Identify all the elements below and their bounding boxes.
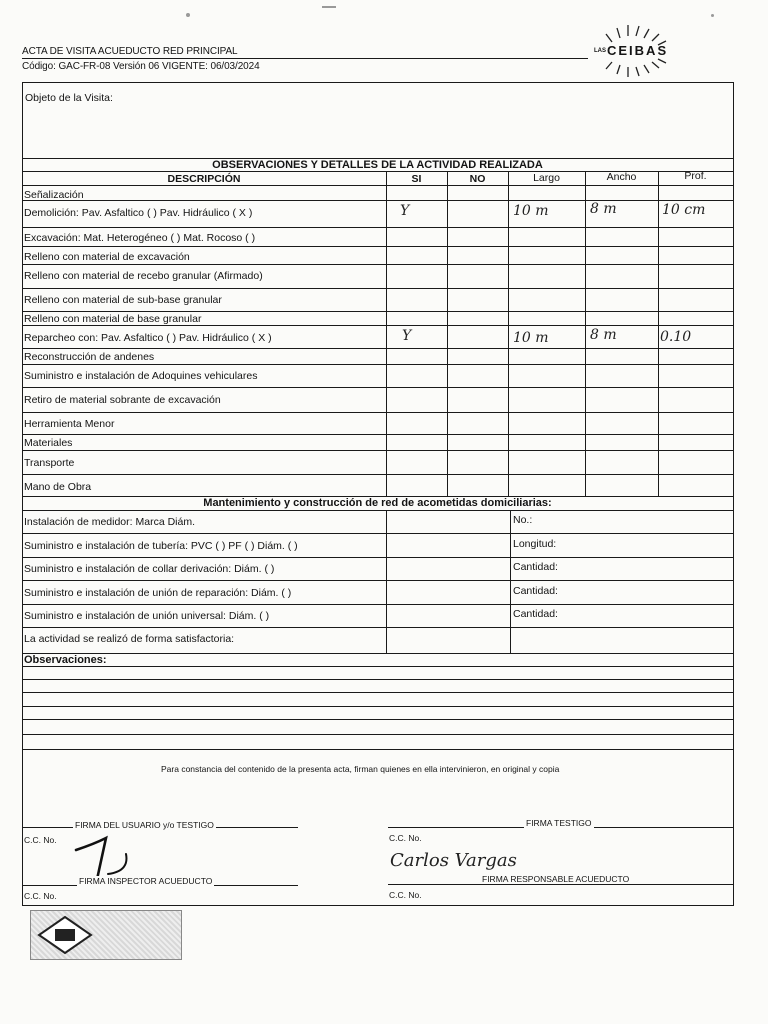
row-reparcheo: Reparcheo con: Pav. Asfaltico ( ) Pav. Hidráulico ( X ): [24, 332, 272, 344]
reparcheo-prof: 0.10: [660, 329, 692, 345]
row-adoquines: Suministro e instalación de Adoquines vehiculares: [24, 370, 258, 382]
mant-union-reparacion-cantidad: Cantidad:: [513, 585, 558, 597]
mant-union-reparacion: Suministro e instalación de unión de reparación: Diám. ( ): [24, 587, 292, 599]
observaciones-title: OBSERVACIONES Y DETALLES DE LA ACTIVIDAD REALIZADA: [212, 159, 543, 171]
row-herramienta: Herramienta Menor: [24, 418, 115, 430]
demolicion-si: Y: [400, 203, 410, 219]
cert-emblem-icon: [35, 915, 95, 955]
row-relleno-excavacion: Relleno con material de excavación: [24, 251, 190, 263]
reparcheo-si: Y: [402, 328, 412, 344]
row-transporte: Transporte: [24, 457, 75, 469]
table-row-line: [22, 185, 733, 186]
col-ancho: Ancho: [606, 171, 637, 183]
cc-inspector: C.C. No.: [24, 891, 57, 901]
col-no: NO: [469, 173, 486, 185]
mant-satisfactoria: La actividad se realizó de forma satisfactoria:: [24, 633, 235, 645]
table-row-line: [22, 246, 733, 247]
observaciones-label: Observaciones:: [24, 654, 107, 666]
row-relleno-subbase: Relleno con material de sub-base granular: [24, 294, 222, 306]
table-row-line: [22, 288, 733, 289]
table-row-line: [22, 264, 733, 265]
table-row-line: [22, 450, 733, 451]
certification-seal: [30, 910, 182, 960]
reparcheo-largo: 10 m: [513, 330, 549, 346]
cc-responsable: C.C. No.: [389, 890, 422, 900]
demolicion-largo: 10 m: [513, 203, 549, 219]
col-prof: Prof.: [684, 170, 707, 182]
row-reconstruccion-andenes: Reconstrucción de andenes: [24, 351, 155, 363]
demolicion-prof: 10 cm: [662, 202, 706, 218]
firma-usuario-label: FIRMA DEL USUARIO y/o TESTIGO: [75, 820, 214, 830]
company-logo: [590, 22, 710, 82]
firma-responsable-label: FIRMA RESPONSABLE ACUEDUCTO: [482, 874, 630, 884]
responsable-signature: Carlos Vargas: [390, 850, 517, 871]
mant-tuberia: Suministro e instalación de tubería: PVC ( ) PF ( ) Diám. ( ): [24, 540, 298, 552]
mant-collar: Suministro e instalación de collar derivación: Diám. ( ): [24, 563, 275, 575]
row-relleno-recebo: Relleno con material de recebo granular (Afirmado): [24, 270, 263, 282]
row-retiro-material: Retiro de material sobrante de excavación: [24, 394, 221, 406]
col-si: SI: [411, 173, 422, 185]
row-relleno-base: Relleno con material de base granular: [24, 313, 202, 325]
table-row-line: [22, 412, 733, 413]
table-row-line: [22, 227, 733, 228]
objeto-visita-label: Objeto de la Visita:: [25, 92, 113, 104]
table-row-line: [22, 434, 733, 435]
row-mano-obra: Mano de Obra: [24, 481, 92, 493]
logo-main-text: CEIBAS: [607, 43, 669, 58]
demolicion-ancho: 8 m: [590, 201, 617, 217]
document-code: Código: GAC-FR-08 Versión 06 VIGENTE: 06/03/2024: [22, 61, 260, 72]
mant-tuberia-longitud: Longitud:: [513, 538, 557, 550]
col-descripcion: DESCRIPCIÓN: [167, 173, 241, 185]
table-row-line: [22, 387, 733, 388]
mant-union-universal: Suministro e instalación de unión universal: Diám. ( ): [24, 610, 270, 622]
table-row-line: [22, 364, 733, 365]
firma-testigo-label: FIRMA TESTIGO: [526, 818, 592, 828]
col-largo: Largo: [533, 172, 560, 184]
firma-inspector-label: FIRMA INSPECTOR ACUEDUCTO: [79, 876, 213, 886]
mant-union-universal-cantidad: Cantidad:: [513, 608, 558, 620]
table-row-line: [22, 200, 733, 201]
constancia-text: Para constancia del contenido de la presenta acta, firman quienes en ella intervinieron, en original y copia: [161, 764, 560, 774]
row-demolicion: Demolición: Pav. Asfaltico ( ) Pav. Hidráulico ( X ): [24, 207, 253, 219]
mant-medidor-no: No.:: [513, 514, 533, 526]
table-row-line: [22, 474, 733, 475]
row-excavacion: Excavación: Mat. Heterogéneo ( ) Mat. Rocoso ( ): [24, 232, 256, 244]
cc-testigo: C.C. No.: [389, 833, 422, 843]
mantenimiento-title: Mantenimiento y construcción de red de acometidas domiciliarias:: [203, 497, 552, 509]
mant-medidor: Instalación de medidor: Marca Diám.: [24, 516, 195, 528]
document-title: ACTA DE VISITA ACUEDUCTO RED PRINCIPAL: [22, 46, 238, 57]
mant-collar-cantidad: Cantidad:: [513, 561, 558, 573]
row-senalizacion: Señalización: [24, 189, 84, 201]
table-row-line: [22, 311, 733, 312]
reparcheo-ancho: 8 m: [590, 327, 617, 343]
table-row-line: [22, 325, 733, 326]
row-materiales: Materiales: [24, 437, 73, 449]
table-row-line: [22, 348, 733, 349]
cc-usuario: C.C. No.: [24, 835, 57, 845]
logo-small-text: LAS: [594, 48, 606, 54]
